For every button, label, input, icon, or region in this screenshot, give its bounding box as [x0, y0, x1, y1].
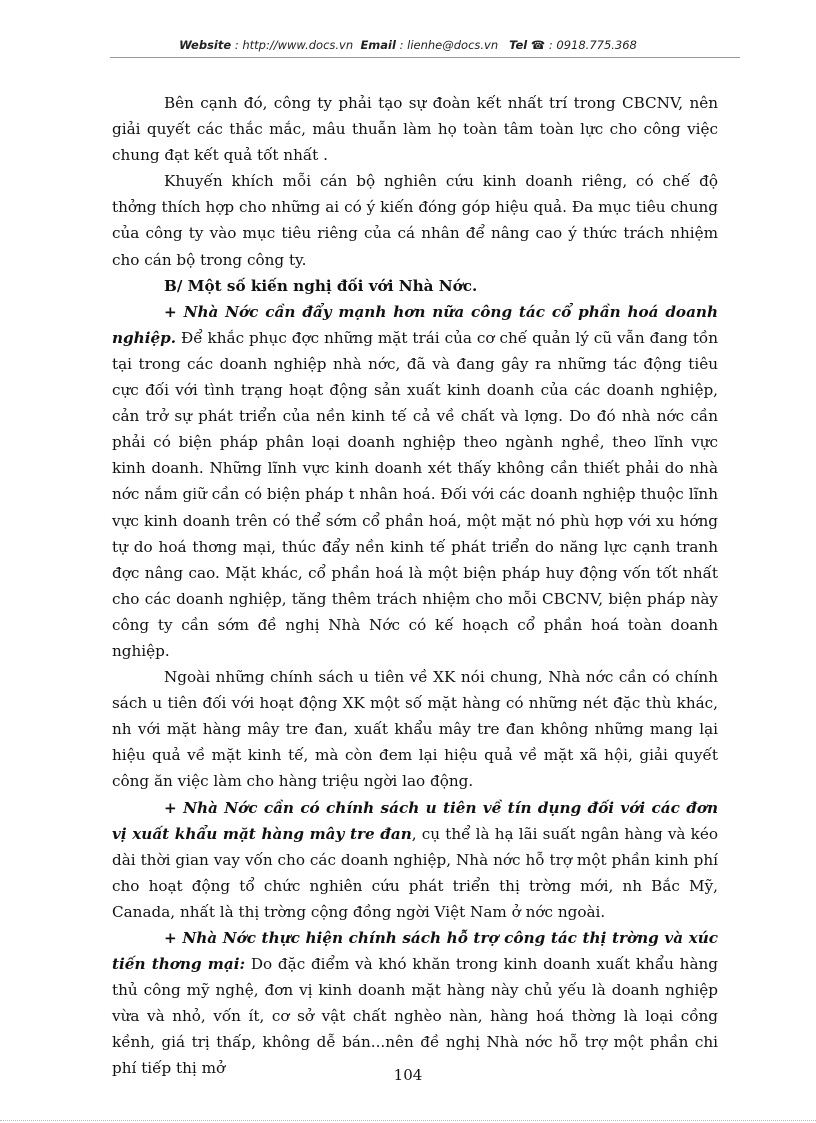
document-body	[112, 90, 718, 1082]
website-value: : http://www.docs.vn	[234, 38, 354, 52]
paragraph-market-support	[112, 925, 718, 1082]
credit-policy-text: , cụ thể là hạ lãi suất ngân hàng và kéo dài thời gian vay vốn cho các doanh nghiệp, Nhà nớc hỗ trợ một phần kinh phí cho hoạt động tổ chức nghiên cứu phát triển thị trờng mới, nh Bắc Mỹ, Canada, nhất là thị trờng cộng đồng ngời Việt Nam ở nớc ngoài.	[112, 824, 718, 921]
paragraph-equitization	[112, 299, 718, 664]
equitization-text: Để khắc phục đợc những mặt trái của cơ chế quản lý cũ vẫn đang tồn tại trong các doanh nghiệp nhà nớc, đã và đang gây ra những tác động tiêu cực đối với tình trạng hoạt động sản xuất kinh doanh của các doanh nghiệp, cản trở sự phát triển của nền kinh tế cả về chất và lợng. Do đó nhà nớc cần phải có biện pháp phân loại doanh nghiệp theo ngành nghề, theo lĩnh vực kinh doanh. Những lĩnh vực kinh doanh xét thấy không cần thiết phải do nhà nớc nắm giữ cần có biện pháp t nhân hoá. Đối với các doanh nghiệp thuộc lĩnh vực kinh doanh trên có thể sớm cổ phần hoá, một mặt nó phù hợp với xu hớng tự do hoá thơng mại, thúc đẩy nền kinh tế phát triển do năng lực cạnh tranh đợc nâng cao. Mặt khác, cổ phần hoá là một biện pháp huy động vốn tốt nhất cho các doanh nghiệp, tăng thêm trách nhiệm cho mỗi CBCNV, biện pháp này công ty cần sớm đề nghị Nhà Nớc có kế hoạch cổ phần hoá toàn doanh nghiệp.	[112, 328, 718, 660]
equitization-lead: + Nhà Nớc cần đẩy mạnh hơn nữa công tác cổ phần hoá doanh nghiệp.	[112, 302, 718, 347]
tel-value: ☎ : 0918.775.368	[530, 38, 637, 52]
page-number: 104	[393, 1066, 423, 1084]
website-label: Website	[179, 38, 232, 52]
market-support-lead: + Nhà Nớc thực hiện chính sách hỗ trợ công tác thị trờng và xúc tiến thơng mại:	[112, 929, 718, 974]
credit-policy-lead: + Nhà Nớc cần có chính sách u tiên về tín dụng đối với các đơn vị xuất khẩu mặt hàng mây tre đan	[112, 798, 718, 843]
market-support-text: Do đặc điểm và khó khăn trong kinh doanh xuất khẩu hàng thủ công mỹ nghệ, đơn vị kinh doanh mặt hàng này chủ yếu là doanh nghiệp vừa và nhỏ, vốn ít, cơ sở vật chất nghèo nàn, hàng hoá thờng là loại cồng kềnh, giá trị thấp, không dễ bán...nên đề nghị Nhà nớc hỗ trợ một phần chi phí tiếp thị mở	[112, 955, 719, 1078]
bottom-divider	[0, 1120, 816, 1121]
page-header	[0, 38, 816, 52]
paragraph-unity: Bên cạnh đó, công ty phải tạo sự đoàn kết nhất trí trong CBCNV, nên giải quyết các thắc mắc, mâu thuẫn làm họ toàn tâm toàn lực cho công việc chung đạt kết quả tốt nhất .	[112, 94, 718, 165]
tel-label: Tel	[509, 38, 528, 52]
paragraph-encouragement: Khuyến khích mỗi cán bộ nghiên cứu kinh doanh riêng, có chế độ thởng thích hợp cho những ai có ý kiến đóng góp hiệu quả. Đa mục tiêu chung của công ty vào mục tiêu riêng của cá nhân để nâng cao ý thức trách nhiệm cho cán bộ trong công ty.	[112, 172, 718, 269]
section-heading: B/ Một số kiến nghị đối với Nhà Nớc.	[164, 276, 478, 295]
email-label: Email	[360, 38, 396, 52]
paragraph-credit-policy	[112, 795, 718, 925]
header-divider	[110, 57, 740, 58]
paragraph-export-policy: Ngoài những chính sách u tiên về XK nói chung, Nhà nớc cần có chính sách u tiên đối với hoạt động XK một số mặt hàng có những nét đặc thù khác, nh với mặt hàng mây tre đan, xuất khẩu mây tre đan không những mang lại hiệu quả về mặt kinh tế, mà còn đem lại hiệu quả về mặt xã hội, giải quyết công ăn việc làm cho hàng triệu ngời lao động.	[112, 668, 718, 791]
email-value: : lienhe@docs.vn	[399, 38, 499, 52]
